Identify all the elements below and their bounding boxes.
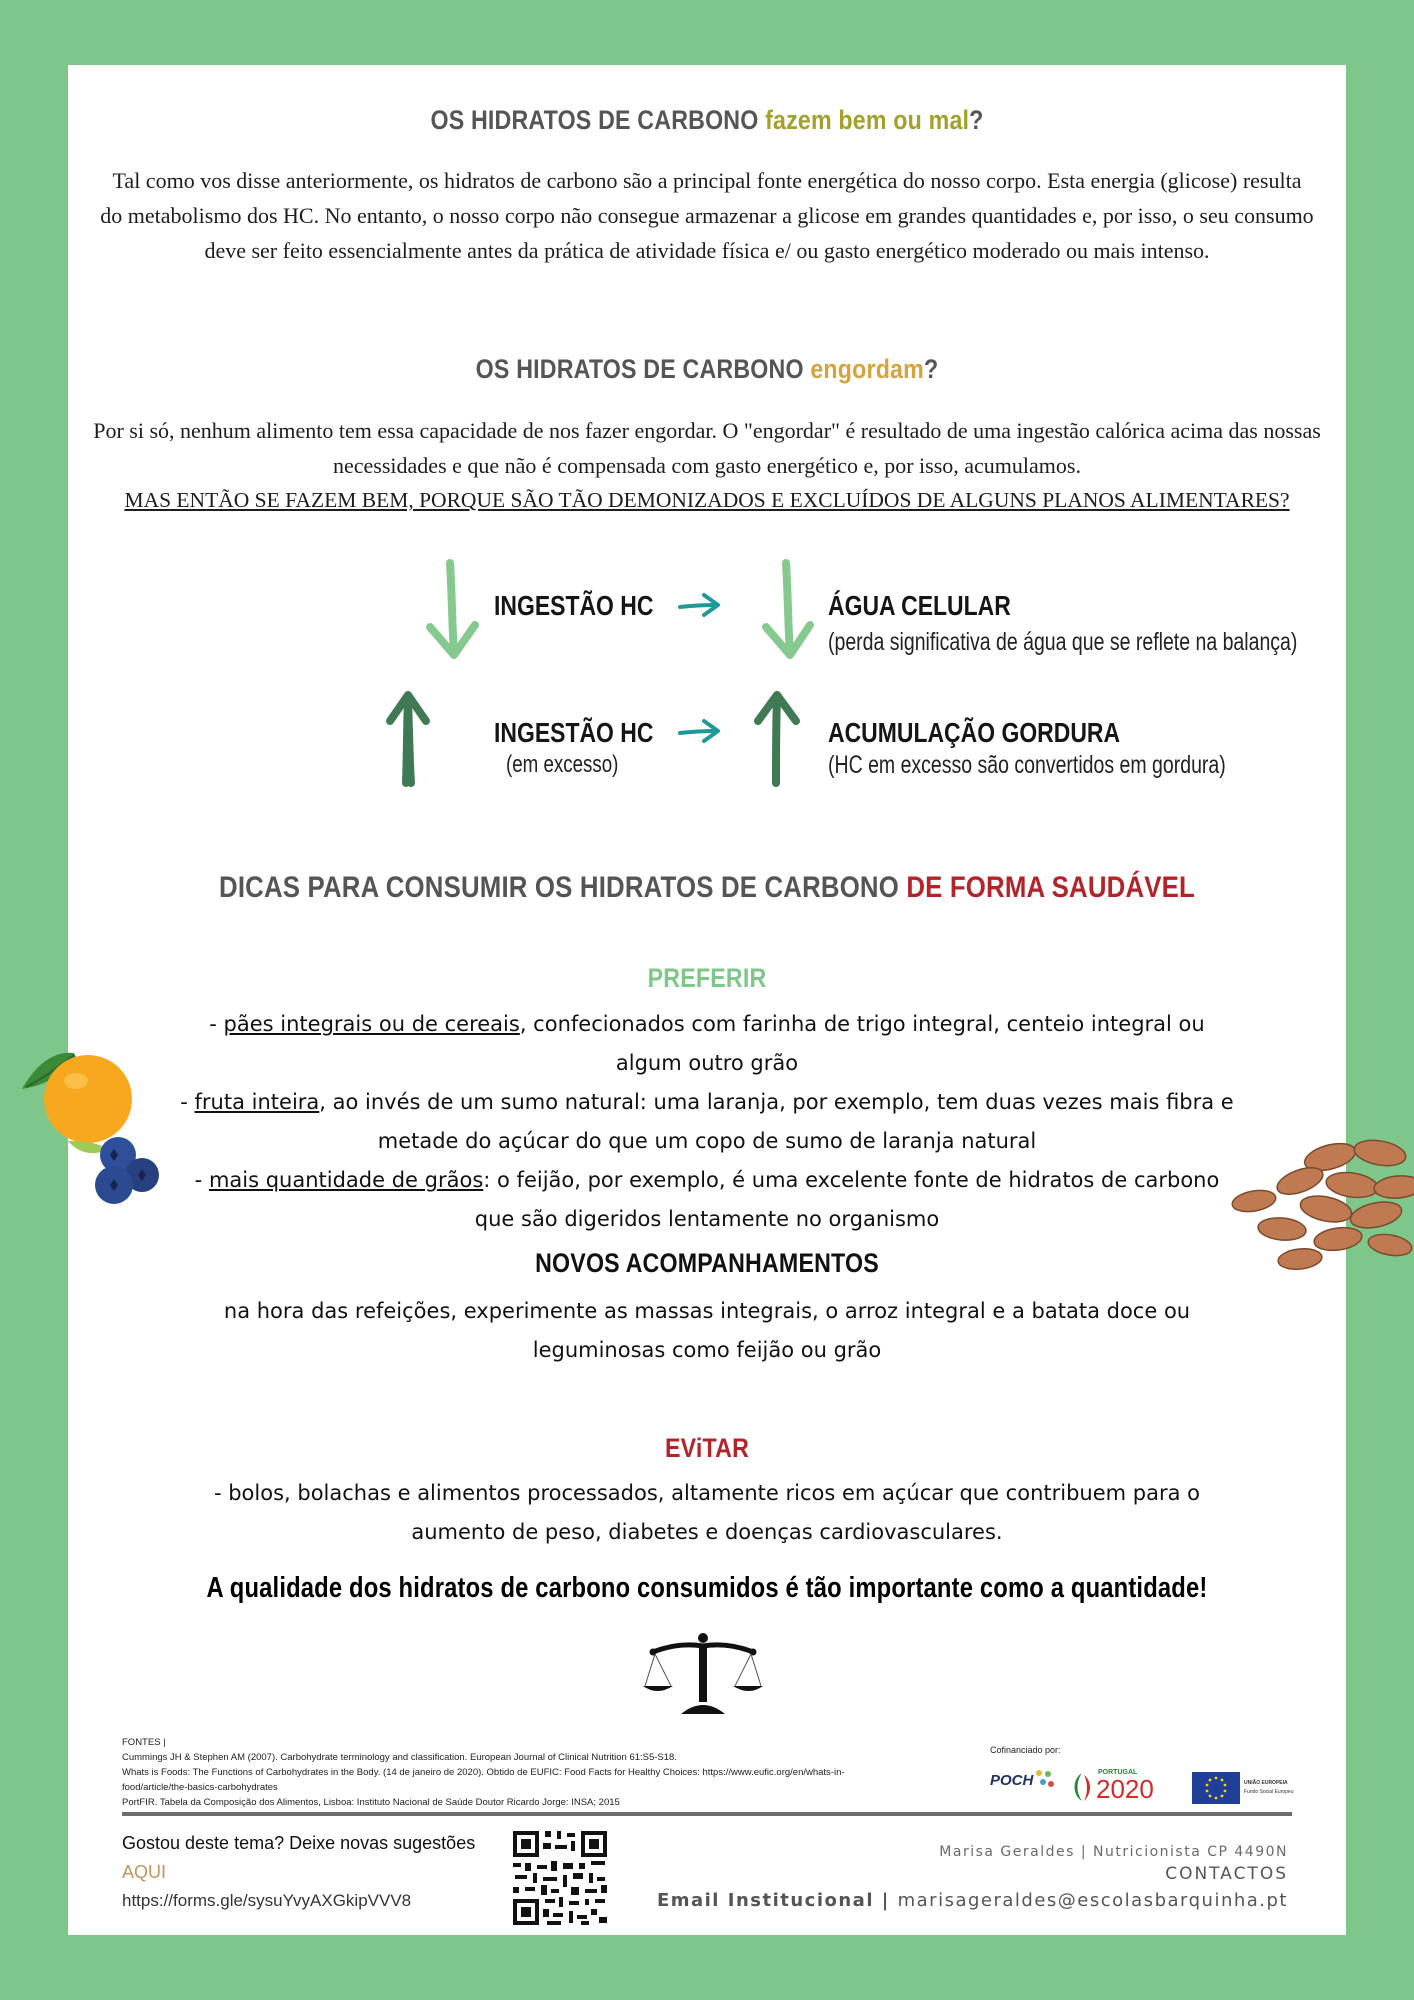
feedback-aqui-link[interactable]: AQUI — [122, 1862, 167, 1882]
eu-line1: UNIÃO EUROPEIA — [1244, 1780, 1288, 1786]
poster-page — [68, 65, 1346, 1935]
section2-question: MAS ENTÃO SE FAZEM BEM, PORQUE SÃO TÃO DEMONIZADOS E EXCLUÍDOS DE ALGUNS PLANOS ALIMENTARES? — [124, 488, 1290, 512]
diagram-row2-left-label: INGESTÃO HC — [494, 717, 654, 748]
orange-blueberries-illustration — [16, 1045, 166, 1205]
email-link[interactable]: marisageraldes@escolasbarquinha.pt — [897, 1890, 1288, 1911]
section1-title-highlight: fazem bem ou mal — [765, 105, 970, 135]
tips-title-prefix: DICAS PARA CONSUMIR OS HIDRATOS DE CARBONO — [219, 871, 907, 904]
source-line: food/article/the-basics-carbohydrates — [122, 1782, 278, 1793]
diagram-row1-right — [828, 590, 1388, 657]
portugal-small-text: PORTUGAL — [1098, 1769, 1138, 1776]
down-arrow-icon — [430, 563, 475, 655]
down-arrow-icon — [766, 563, 810, 655]
section2-title-wrap — [68, 354, 1346, 385]
item-link: fruta inteira — [194, 1090, 320, 1114]
section1-title-wrap — [68, 105, 1346, 136]
sources — [122, 1735, 1002, 1810]
section2-title-highlight: engordam — [810, 354, 924, 384]
diagram-row1-right-sub: (perda significativa de água que se reflete na balança) — [828, 628, 1298, 656]
new-line: na hora das refeições, experimente as massas integrais, o arroz integral e a batata doce ou — [223, 1299, 1191, 1323]
section1-title-prefix: OS HIDRATOS DE CARBONO — [430, 105, 766, 135]
feedback-url-link[interactable]: https://forms.gle/sysuYvyAXGkipVVV8 — [122, 1891, 412, 1910]
contacts-label: CONTACTOS — [1165, 1864, 1288, 1884]
list-item: - mais quantidade de grãos: o feijão, por exemplo, é uma excelente fonte de hidratos de carbono — [194, 1168, 1220, 1192]
portugal-2020-logo — [1070, 1769, 1176, 1805]
up-arrow-icon — [390, 695, 426, 783]
section1-paragraph: Tal como vos disse anteriormente, os hidratos de carbono são a principal fonte energética do nosso corpo. Esta energia (glicose) resulta do metabolismo dos HC. No entanto, o nosso corpo não consegue armazenar a glicose em grandes quantidades e, por isso, o seu consumo deve ser feito essencialmente antes da prática de atividade física e/ ou gasto energético moderado ou mais intenso. — [100, 168, 1314, 263]
diagram-row2-left — [494, 717, 724, 779]
list-item-continuation: algum outro grão — [615, 1051, 799, 1075]
source-line: Cummings JH & Stephen AM (2007). Carbohydrate terminology and classification. European Journal of Clinical Nutrition 61:S5-S18. — [122, 1752, 677, 1763]
prefer-heading-wrap — [68, 963, 1346, 994]
beans-illustration — [1230, 1135, 1414, 1285]
avoid-heading: EViTAR — [664, 1433, 750, 1463]
up-arrow-icon — [412, 695, 413, 783]
list-item-continuation: que são digeridos lentamente no organismo — [474, 1207, 940, 1231]
diagram-row1-right-label: ÁGUA CELULAR — [828, 590, 1011, 621]
section2-paragraph: Por si só, nenhum alimento tem essa capacidade de nos fazer engordar. O "engordar" é resultado de uma ingestão calórica acima das nossas necessidades e que não é compensada com gasto energético e, por isso, acumulamos. — [93, 418, 1321, 478]
balance-scale-icon — [643, 1630, 763, 1720]
feedback-text: Gostou deste tema? Deixe novas sugestões — [122, 1833, 476, 1853]
section1-title-suffix: ? — [969, 105, 984, 135]
tips-title-wrap — [68, 871, 1346, 905]
eu-stars-icon — [1192, 1772, 1240, 1804]
sources-heading: FONTES | — [122, 1737, 166, 1748]
diagram-row1-left-label: INGESTÃO HC — [494, 590, 654, 621]
section2-title-prefix: OS HIDRATOS DE CARBONO — [475, 354, 811, 384]
closing-statement: A qualidade dos hidratos de carbono consumidos é tão importante como a quantidade! — [206, 1572, 1208, 1604]
eu-line2: Fundo Social Europeu — [1244, 1789, 1294, 1795]
eu-text — [1244, 1779, 1293, 1797]
up-arrow-icon — [758, 695, 796, 783]
eu-flag-icon — [1192, 1772, 1240, 1804]
new-line: leguminosas como feijão ou grão — [532, 1338, 882, 1362]
new-heading-wrap — [68, 1248, 1346, 1279]
prefer-heading: PREFERIR — [647, 963, 767, 993]
item-link: pães integrais ou de cereais — [223, 1012, 520, 1036]
avoid-line: aumento de peso, diabetes e doenças cardiovasculares. — [411, 1520, 1003, 1544]
avoid-heading-wrap — [68, 1433, 1346, 1464]
blueberry-icon — [95, 1137, 159, 1204]
source-line: Whats is Foods: The Functions of Carbohydrates in the Body. (14 de janeiro de 2020). Obtido de EUFIC: Food Facts for Healthy Choices: https://www.eufic.org/en/whats-in- — [122, 1767, 845, 1778]
item-link: mais quantidade de grãos — [208, 1168, 484, 1192]
author-line: Marisa Geraldes | Nutricionista CP 4490N — [939, 1844, 1288, 1860]
diagram-row2-right-label: ACUMULAÇÃO GORDURA — [828, 717, 1121, 748]
section2-title-suffix: ? — [923, 354, 939, 384]
new-heading: NOVOS ACOMPANHAMENTOS — [535, 1248, 879, 1278]
closing-wrap — [68, 1572, 1346, 1605]
email-line — [548, 1890, 1288, 1911]
section1-title — [157, 105, 1256, 136]
poch-logo — [990, 1770, 1052, 1802]
qr-code-icon[interactable] — [511, 1829, 609, 1927]
diagram-row2-right — [828, 717, 1388, 780]
portugal-emblem-icon — [1070, 1771, 1094, 1803]
avoid-line: - bolos, bolachas e alimentos processados, altamente ricos em açúcar que contribuem para o — [213, 1481, 1201, 1505]
portugal-2020-text: 2020 — [1096, 1774, 1154, 1804]
diagram-row1-left — [494, 590, 724, 622]
prefer-list — [108, 1005, 1306, 1239]
poch-logo-text: POCH — [990, 1772, 1034, 1789]
tips-title-highlight: DE FORMA SAUDÁVEL — [906, 871, 1195, 904]
funding-label: Cofinanciado por: — [990, 1745, 1061, 1755]
email-label: Email Institucional | — [656, 1890, 898, 1911]
diagram-row2-right-sub: (HC em excesso são convertidos em gordura) — [828, 751, 1226, 779]
poch-dots-icon — [1034, 1768, 1056, 1790]
new-accompaniments — [108, 1292, 1306, 1370]
list-item-continuation: metade do açúcar do que um copo de sumo de laranja natural — [377, 1129, 1037, 1153]
avoid-text — [108, 1474, 1306, 1552]
diagram-row2-left-sub: (em excesso) — [506, 751, 619, 778]
footer-divider — [122, 1812, 1292, 1816]
list-item: - fruta inteira, ao invés de um sumo natural: uma laranja, por exemplo, tem duas vezes mais fibra e — [180, 1090, 1234, 1114]
section2-title — [157, 354, 1256, 385]
list-item: - pães integrais ou de cereais, confecionados com farinha de trigo integral, centeio integral ou — [209, 1012, 1205, 1036]
source-line: PortFIR. Tabela da Composição dos Alimentos, Lisboa: Instituto Nacional de Saúde Doutor Ricardo Jorge: INSA; 2015 — [122, 1797, 620, 1808]
tips-title — [157, 871, 1256, 905]
